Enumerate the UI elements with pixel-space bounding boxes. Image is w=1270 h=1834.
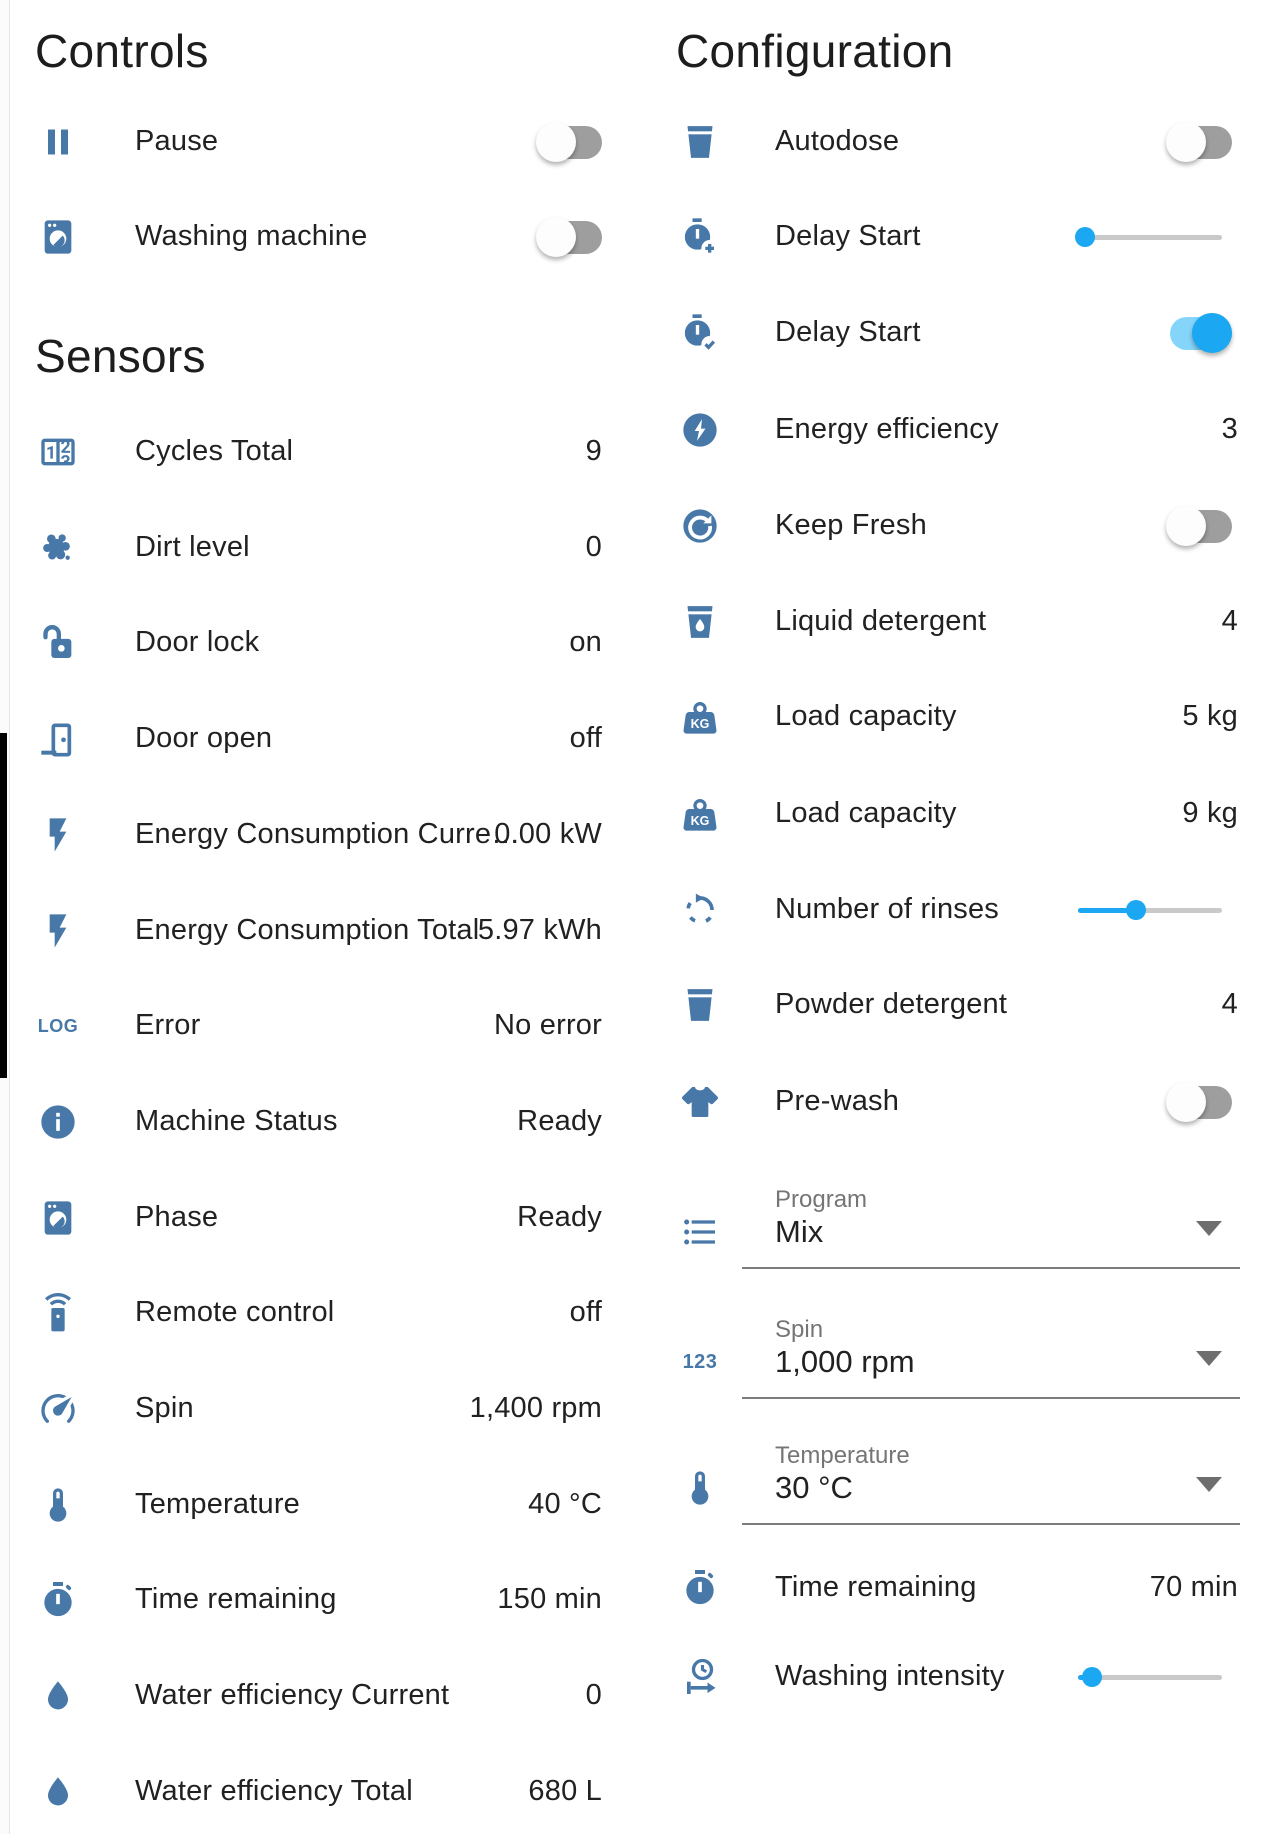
config-value-powder-detergent: 4 bbox=[1221, 988, 1238, 1020]
washing-machine-icon bbox=[34, 1196, 82, 1240]
sensor-water-efficiency-total-row-value: 680 L bbox=[528, 1774, 602, 1807]
pause-toggle-knob[interactable] bbox=[536, 122, 576, 162]
config-label-pre-wash: Pre-wash bbox=[775, 1085, 900, 1117]
sensor-error-row-label: Error bbox=[135, 1009, 201, 1042]
keep-fresh-toggle-knob[interactable] bbox=[1166, 506, 1206, 546]
cup-water-icon bbox=[676, 600, 724, 644]
svg-text:KG: KG bbox=[690, 814, 710, 828]
controls-heading: Controls bbox=[35, 25, 209, 77]
config-label-delay-start: Delay Start bbox=[775, 220, 921, 252]
water-drop-icon bbox=[34, 1674, 82, 1718]
config-label-keep-fresh: Keep Fresh bbox=[775, 509, 927, 541]
left-scrollbar-thumb[interactable] bbox=[0, 733, 7, 1078]
clock-start-icon bbox=[676, 1655, 724, 1699]
configuration-heading: Configuration bbox=[676, 25, 954, 77]
sensor-energy-consumption-curre-row-value: 0.00 kW bbox=[494, 817, 602, 850]
config-label-time-remaining: Time remaining bbox=[775, 1571, 977, 1603]
flash-icon bbox=[34, 909, 82, 953]
flash-circle-icon bbox=[676, 408, 724, 452]
config-label-energy-efficiency: Energy efficiency bbox=[775, 413, 999, 445]
lock-open-icon bbox=[34, 621, 82, 665]
thermometer-icon bbox=[34, 1483, 82, 1527]
gauge-icon bbox=[34, 1387, 82, 1431]
sensor-remote-control-row-label: Remote control bbox=[135, 1296, 335, 1329]
svg-text:KG: KG bbox=[690, 717, 710, 731]
sensor-machine-status-row-label: Machine Status bbox=[135, 1104, 338, 1137]
pre-wash-toggle-knob[interactable] bbox=[1166, 1082, 1206, 1122]
sensor-door-open-row-label: Door open bbox=[135, 722, 273, 755]
sensor-temperature-row-label: Temperature bbox=[135, 1487, 300, 1520]
config-label-liquid-detergent: Liquid detergent bbox=[775, 605, 987, 637]
config-value-time-remaining: 70 min bbox=[1149, 1571, 1238, 1603]
sensor-energy-consumption-total-row-label: Energy Consumption Total bbox=[135, 913, 480, 946]
sensor-phase-row-value: Ready bbox=[517, 1200, 602, 1233]
sensor-water-efficiency-current-row-label: Water efficiency Current bbox=[135, 1679, 450, 1712]
temperature-select-value[interactable]: 30 °C bbox=[775, 1470, 853, 1505]
config-label-autodose: Autodose bbox=[775, 125, 900, 157]
sensor-water-efficiency-current-row-value: 0 bbox=[585, 1679, 602, 1712]
water-drop-icon bbox=[34, 1770, 82, 1814]
config-label-load-capacity: Load capacity bbox=[775, 797, 957, 829]
config-value-load-capacity: 5 kg bbox=[1182, 700, 1238, 732]
cup-icon bbox=[676, 120, 724, 164]
temperature-select-underline bbox=[742, 1523, 1240, 1525]
remote-icon bbox=[34, 1291, 82, 1335]
sensor-remote-control-row-value: off bbox=[569, 1296, 602, 1329]
sensor-cycles-total-row-label: Cycles Total bbox=[135, 435, 294, 467]
delay-start-slider-knob[interactable] bbox=[1075, 227, 1095, 247]
program-select-underline bbox=[742, 1267, 1240, 1269]
washing-machine-icon bbox=[34, 215, 82, 259]
rotate-dashed-icon bbox=[676, 888, 724, 932]
config-label-number-of-rinses: Number of rinses bbox=[775, 893, 999, 925]
sensor-time-remaining-row-label: Time remaining bbox=[135, 1583, 337, 1616]
dirt-splat-icon bbox=[34, 526, 82, 570]
config-value-liquid-detergent: 4 bbox=[1221, 605, 1238, 637]
sensor-dirt-level-row-value: 0 bbox=[585, 530, 602, 563]
sensor-door-lock-row-value: on bbox=[569, 626, 602, 659]
sensors-heading: Sensors bbox=[35, 330, 206, 382]
program-select-value[interactable]: Mix bbox=[775, 1214, 824, 1249]
config-label-delay-start: Delay Start bbox=[775, 316, 921, 348]
cup-icon bbox=[676, 983, 724, 1027]
sensor-cycles-total-row-value: 9 bbox=[585, 435, 602, 467]
delay-start-slider-track[interactable] bbox=[1078, 235, 1222, 240]
pause-icon bbox=[34, 120, 82, 164]
temperature-dropdown-arrow-icon[interactable] bbox=[1196, 1477, 1222, 1492]
program-select-label: Program bbox=[775, 1186, 868, 1213]
config-label-powder-detergent: Powder detergent bbox=[775, 988, 1008, 1020]
sensor-temperature-row-value: 40 °C bbox=[528, 1487, 602, 1520]
config-value-energy-efficiency: 3 bbox=[1221, 413, 1238, 445]
weight-kg-icon bbox=[676, 695, 724, 739]
autodose-toggle-knob[interactable] bbox=[1166, 122, 1206, 162]
control-label-pause: Pause bbox=[135, 125, 219, 157]
sensor-error-row-value: No error bbox=[494, 1009, 602, 1042]
timer-check-icon bbox=[676, 311, 724, 355]
timer-icon bbox=[676, 1566, 724, 1610]
list-icon bbox=[676, 1210, 724, 1254]
log-icon: LOG bbox=[37, 1015, 79, 1036]
door-icon bbox=[34, 717, 82, 761]
sensor-energy-consumption-curre-row-label: Energy Consumption Curre… bbox=[135, 817, 521, 850]
config-value-load-capacity: 9 kg bbox=[1182, 797, 1238, 829]
sensor-time-remaining-row-value: 150 min bbox=[497, 1583, 602, 1616]
weight-kg-icon bbox=[676, 792, 724, 836]
sensor-water-efficiency-total-row-label: Water efficiency Total bbox=[135, 1774, 413, 1807]
spin-select-underline bbox=[742, 1397, 1240, 1399]
timer-icon bbox=[34, 1578, 82, 1622]
sensor-dirt-level-row-label: Dirt level bbox=[135, 530, 250, 563]
sensor-machine-status-row-value: Ready bbox=[517, 1104, 602, 1137]
washing-machine-toggle-knob[interactable] bbox=[536, 217, 576, 257]
sensor-phase-row-label: Phase bbox=[135, 1200, 219, 1233]
control-label-washing-machine: Washing machine bbox=[135, 220, 368, 252]
program-dropdown-arrow-icon[interactable] bbox=[1196, 1221, 1222, 1236]
refresh-circle-icon bbox=[676, 504, 724, 548]
number-of-rinses-slider-knob[interactable] bbox=[1126, 900, 1146, 920]
left-scrollbar-track[interactable] bbox=[0, 0, 10, 1834]
numeric-icon: 123 bbox=[682, 1350, 718, 1373]
temperature-select-label: Temperature bbox=[775, 1442, 910, 1469]
flash-icon bbox=[34, 813, 82, 857]
spin-dropdown-arrow-icon[interactable] bbox=[1196, 1351, 1222, 1366]
sensor-door-lock-row-label: Door lock bbox=[135, 626, 260, 659]
sensor-energy-consumption-total-row-value: 5.97 kWh bbox=[477, 913, 602, 946]
tshirt-icon bbox=[676, 1080, 724, 1124]
config-label-load-capacity: Load capacity bbox=[775, 700, 957, 732]
delay-start-toggle-knob[interactable] bbox=[1192, 313, 1232, 353]
thermometer-icon bbox=[676, 1466, 724, 1510]
sensor-spin-row-label: Spin bbox=[135, 1392, 194, 1424]
timer-plus-icon bbox=[676, 215, 724, 259]
info-circle-icon bbox=[34, 1100, 82, 1144]
washing-intensity-slider-knob[interactable] bbox=[1082, 1667, 1102, 1687]
spin-select-label: Spin bbox=[775, 1316, 824, 1343]
sensor-door-open-row-value: off bbox=[569, 722, 602, 755]
config-label-washing-intensity: Washing intensity bbox=[775, 1660, 1005, 1692]
spin-select-value[interactable]: 1,000 rpm bbox=[775, 1344, 915, 1379]
sensor-spin-row-value: 1,400 rpm bbox=[469, 1392, 602, 1424]
counter-icon bbox=[34, 430, 82, 474]
